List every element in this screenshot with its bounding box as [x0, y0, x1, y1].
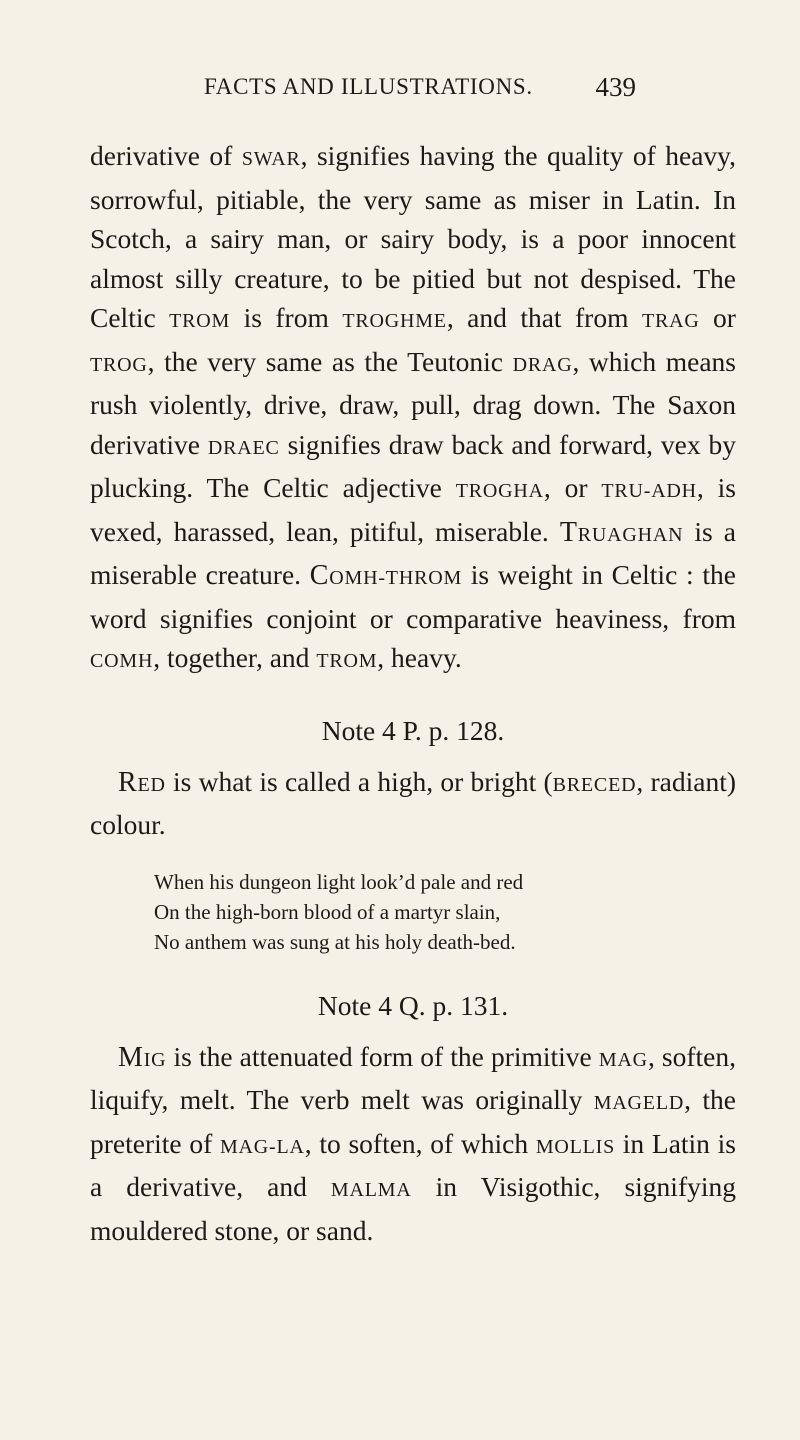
- small-caps-term: MOLLIS: [535, 1135, 616, 1158]
- small-caps-term: TROG: [90, 353, 148, 376]
- small-caps-term: RUAGHAN: [577, 523, 684, 546]
- small-caps-term: DRAG: [512, 353, 573, 376]
- text-run: , the preterite of: [90, 1084, 736, 1159]
- text-run: in Latin is a derivative, and: [90, 1127, 736, 1202]
- verse-line: No anthem was sung at his holy death-bed.: [154, 929, 516, 954]
- note-paragraph: [90, 762, 736, 845]
- small-caps-term: TROGHME: [342, 310, 447, 332]
- page-number: 439: [595, 72, 636, 102]
- text-run: in Visigothic, signifying mouldered stone, or sand.: [90, 1171, 736, 1246]
- text-run: , or: [543, 472, 602, 503]
- text-run: , which means rush violently, drive, draw, pull, drag down. The Saxon derivative: [90, 345, 736, 460]
- page-header: [186, 72, 636, 112]
- small-caps-term: MAG: [598, 1048, 648, 1071]
- verse-line: When his dungeon light look’d pale and red: [154, 869, 524, 894]
- small-caps-term: TRU-ADH: [601, 480, 697, 502]
- text-run: , radiant) colour.: [90, 765, 736, 840]
- text-run: is the attenuated form of the primitive: [166, 1040, 599, 1072]
- text-run: , heavy.: [377, 642, 462, 673]
- small-caps-term: ED: [137, 773, 166, 796]
- text-run: , together, and: [153, 642, 317, 673]
- initial-capital: M: [118, 1041, 144, 1073]
- small-caps-term: BRECED: [552, 773, 637, 796]
- text-run: is a miserable creature.: [90, 515, 736, 590]
- small-caps-term: IG: [143, 1048, 167, 1071]
- small-caps-term: DRAEC: [207, 436, 280, 459]
- text-run: , signifies having the quality of heavy, sorrowful, pitiable, the very same as miser in Latin. In Scotch, a sairy man, or sairy body, is a poor innocent almost silly creature, to be pitied but not despised. The Celtic: [90, 140, 736, 333]
- paragraph-continued: [90, 136, 736, 682]
- small-caps-term: TRAG: [641, 310, 700, 332]
- small-caps-term: OMH-THROM: [329, 567, 463, 589]
- initial-capital: C: [309, 560, 330, 591]
- small-caps-term: SWAR: [241, 148, 301, 170]
- text-run: derivative of: [90, 140, 242, 171]
- small-caps-term: TROM: [169, 310, 231, 332]
- initial-capital: R: [118, 766, 138, 798]
- initial-capital: T: [559, 516, 578, 548]
- text-run: signifies draw back and forward, vex by plucking. The Celtic adjective: [90, 428, 736, 503]
- small-caps-term: MAG-LA: [219, 1135, 305, 1158]
- small-caps-term: COMH: [90, 650, 154, 672]
- text-run: , is vexed, harassed, lean, pitiful, miserable.: [90, 472, 736, 547]
- text-run: is weight in Celtic : the word signifies conjoint or comparative heaviness, from: [90, 559, 736, 634]
- text-run: is from: [230, 302, 343, 333]
- text-run: , soften, liquify, melt. The verb melt was originally: [90, 1040, 736, 1115]
- small-caps-term: TROGHA: [455, 480, 544, 502]
- note-heading: Note 4 P. p. 128.: [321, 714, 505, 746]
- small-caps-term: TROM: [316, 650, 378, 672]
- note-heading: Note 4 Q. p. 131.: [317, 989, 509, 1021]
- running-head: FACTS AND ILLUSTRATIONS.: [204, 74, 533, 99]
- body-text: [90, 136, 736, 1250]
- text-run: is what is called a high, or bright (: [165, 765, 553, 797]
- text-run: or: [699, 302, 736, 333]
- verse-line: On the high-born blood of a martyr slain,: [154, 899, 501, 924]
- text-run: , to soften, of which: [304, 1127, 536, 1159]
- text-run: , the very same as the Teutonic: [147, 345, 513, 377]
- verse-quotation: [154, 867, 736, 957]
- small-caps-term: MALMA: [330, 1179, 412, 1201]
- text-run: , and that from: [446, 302, 642, 333]
- small-caps-term: MAGELD: [593, 1092, 685, 1114]
- note-paragraph: [90, 1037, 736, 1251]
